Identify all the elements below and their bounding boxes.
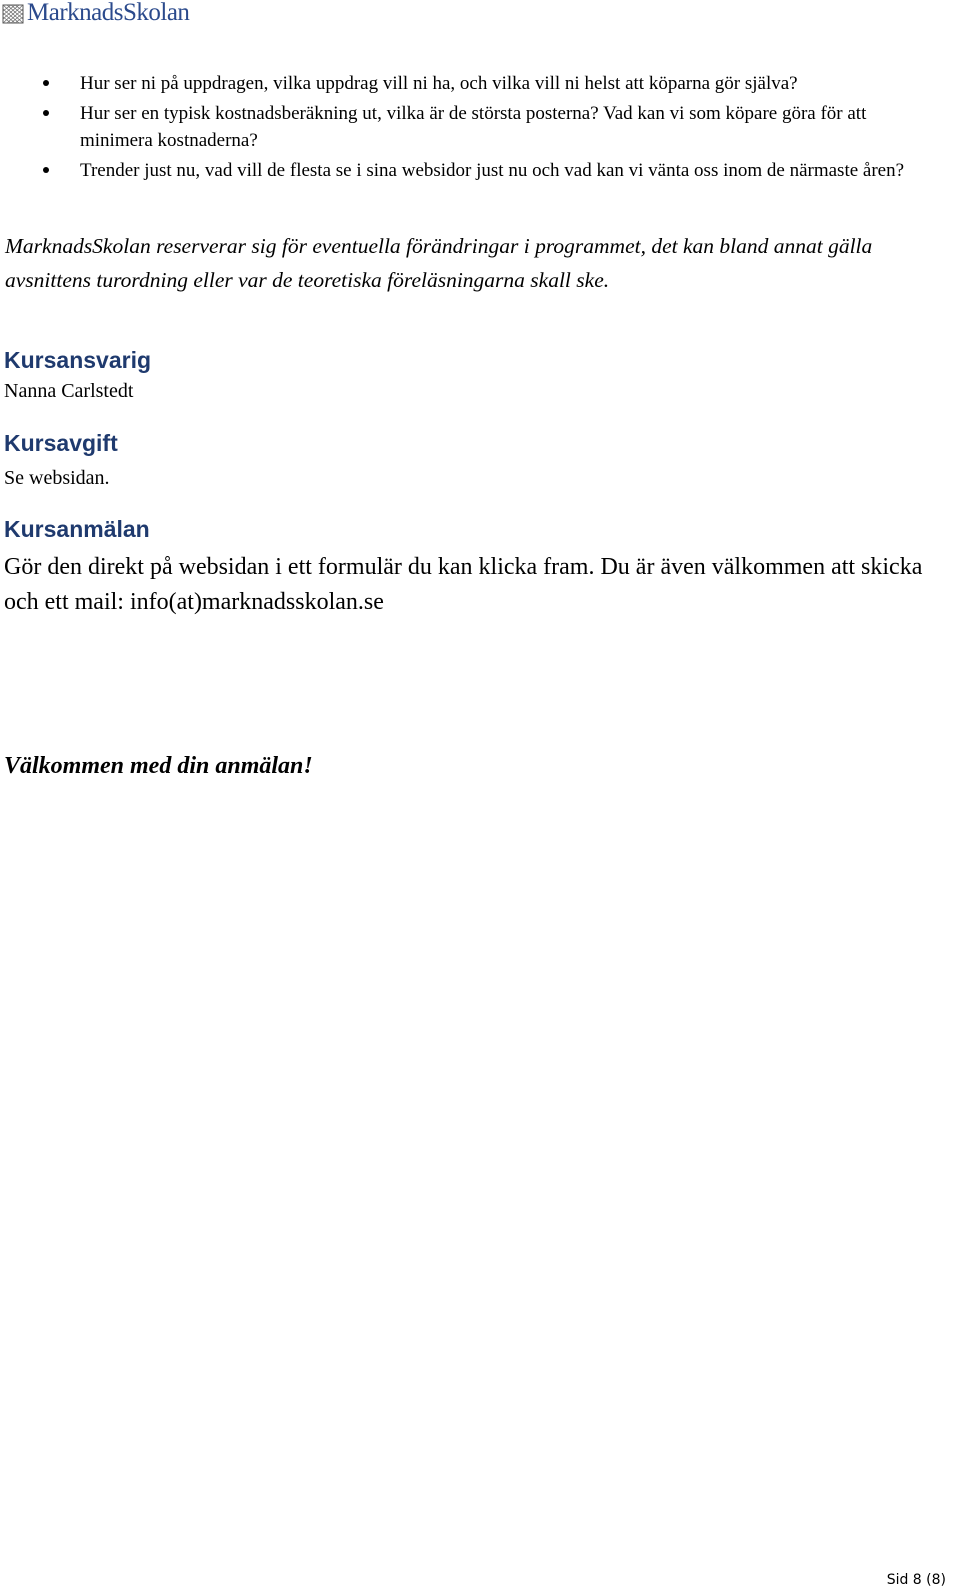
signup-text: Gör den direkt på websidan i ett formulär du kan klicka fram. Du är även välkommen att skicka och ett mail: info(at)marknadsskolan.se bbox=[4, 554, 923, 615]
list-item bbox=[0, 100, 960, 155]
logo-text: MarknadsSkolan bbox=[27, 0, 190, 26]
signup-heading: Kursanmälan bbox=[4, 516, 150, 542]
responsible-heading: Kursansvarig bbox=[4, 347, 152, 373]
list-item-text: Hur ser ni på uppdragen, vilka uppdrag vill ni ha, och vilka vill ni helst att köparna gör själva? bbox=[80, 73, 798, 94]
responsible-name: Nanna Carlstedt bbox=[4, 380, 134, 402]
brand-logo bbox=[2, 0, 189, 26]
fee-text: Se websidan. bbox=[4, 467, 110, 489]
closing-message: Välkommen med din anmälan! bbox=[4, 753, 313, 779]
program-change-note: MarknadsSkolan reserverar sig för eventuella förändringar i programmet, det kan bland annat gälla avsnittens turordning eller var de teoretiska föreläsningarna skall ske. bbox=[5, 234, 873, 292]
bullet-icon bbox=[43, 110, 49, 116]
list-item bbox=[0, 157, 960, 185]
page-number: Sid 8 (8) bbox=[886, 1572, 946, 1588]
list-item bbox=[0, 70, 960, 98]
net-grid-icon bbox=[2, 2, 24, 24]
bullet-icon bbox=[43, 167, 49, 173]
list-item-text: Hur ser en typisk kostnadsberäkning ut, vilka är de största posterna? Vad kan vi som köpare göra för att minimera kostnaderna? bbox=[80, 102, 867, 151]
question-list bbox=[0, 70, 960, 186]
fee-heading: Kursavgift bbox=[4, 430, 118, 456]
list-item-text: Trender just nu, vad vill de flesta se i sina websidor just nu och vad kan vi vänta oss inom de närmaste åren? bbox=[80, 159, 905, 181]
bullet-icon bbox=[43, 80, 49, 86]
